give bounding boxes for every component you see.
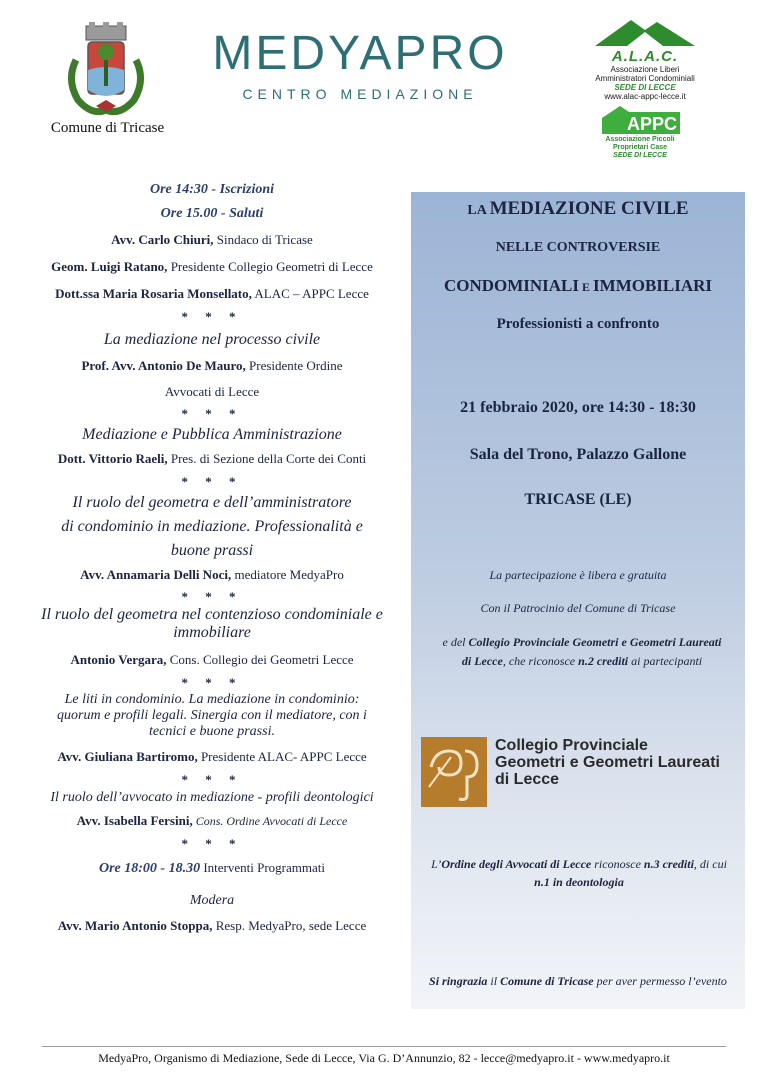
collegio-logo-line-2: Geometri e Geometri Laureati bbox=[495, 754, 720, 771]
event-info-panel bbox=[411, 192, 745, 1009]
comune-label: Comune di Tricase bbox=[50, 120, 165, 136]
speaker-name: Avv. Carlo Chiuri, bbox=[111, 232, 214, 247]
speaker-name: Dott.ssa Maria Rosaria Monsellato, bbox=[55, 286, 252, 301]
event-subtitle-2a: CONDOMINIALI bbox=[443, 276, 580, 295]
ordine-credits bbox=[429, 855, 729, 891]
event-subtitle-1: NELLE CONTROVERSIE bbox=[495, 240, 661, 255]
separator: * * * bbox=[181, 589, 243, 604]
speaker-role: Pres. di Sezione della Corte dei Conti bbox=[167, 451, 367, 466]
ordine-mid: riconosce bbox=[591, 857, 644, 871]
event-date: 21 febbraio 2020, ore 14:30 - 18:30 bbox=[460, 399, 696, 416]
speaker-name: Avv. Annamaria Delli Noci, bbox=[80, 567, 232, 582]
appc-name: APPC bbox=[626, 114, 678, 134]
speaker-name: Avv. Giuliana Bartiromo, bbox=[57, 749, 198, 764]
interventi-label: Interventi Programmati bbox=[200, 860, 326, 875]
event-subtitle-2b: IMMOBILIARI bbox=[593, 276, 713, 295]
topic-title: Il ruolo del geometra nel contenzioso condominiale e bbox=[41, 606, 383, 623]
ordine-mid2: , di cui bbox=[693, 857, 727, 871]
alac-logo bbox=[575, 18, 715, 101]
appc-line-3: SEDE DI LECCE bbox=[613, 152, 667, 159]
collegio-credits bbox=[437, 633, 727, 671]
ringrazia-end: per aver permesso l’evento bbox=[593, 974, 727, 988]
speaker-role: Presidente Ordine bbox=[245, 358, 343, 373]
participation-note: La partecipazione è libera e gratuita bbox=[489, 568, 667, 582]
moderator-role: Resp. MedyaPro, sede Lecce bbox=[212, 918, 367, 933]
ringrazia-mid: il bbox=[487, 974, 501, 988]
event-title bbox=[411, 198, 745, 220]
topic-title: La mediazione nel processo civile bbox=[103, 331, 321, 348]
patrocinio-note: Con il Patrocinio del Comune di Tricase bbox=[480, 601, 676, 615]
collegio-logo-line-1: Collegio Provinciale bbox=[495, 737, 648, 754]
collegio-crediti: n.2 crediti bbox=[578, 654, 629, 668]
comune-crest-icon bbox=[64, 20, 148, 116]
topic-title: quorum e profili legali. Sinergia con il mediatore, con i bbox=[57, 708, 367, 723]
professionisti-line: Professionisti a confronto bbox=[496, 316, 660, 332]
event-city: TRICASE (LE) bbox=[524, 491, 632, 508]
footer-text: MedyaPro, Organismo di Mediazione, Sede di Lecce, Via G. D’Annunzio, 82 - lecce@medyapro.it - www.medyapro.it bbox=[98, 1051, 670, 1065]
collegio-logo-line-3: di Lecce bbox=[495, 771, 560, 788]
modera-label: Modera bbox=[189, 893, 235, 908]
topic-title: immobiliare bbox=[173, 624, 251, 641]
speaker-name: Antonio Vergara, bbox=[70, 652, 167, 667]
topic-title: di condominio in mediazione. Professionalità e bbox=[61, 518, 363, 535]
topic-title: Il ruolo del geometra e dell’amministratore bbox=[72, 494, 352, 511]
interventi-time: Ore 18:00 - 18.30 bbox=[98, 861, 201, 876]
speaker-role: Sindaco di Tricase bbox=[213, 232, 313, 247]
separator: * * * bbox=[181, 406, 243, 421]
collegio-mark-icon bbox=[421, 737, 487, 807]
speaker-name: Dott. Vittorio Raeli, bbox=[57, 451, 168, 466]
collegio-geometri-logo bbox=[421, 737, 737, 807]
separator: * * * bbox=[181, 474, 243, 489]
medyapro-subtitle: CENTRO MEDIAZIONE bbox=[242, 86, 478, 102]
topic-title: Il ruolo dell’avvocato in mediazione - profili deontologici bbox=[50, 790, 374, 805]
ordine-n3: n.3 crediti bbox=[643, 857, 694, 871]
speaker-role: Cons. Ordine Avvocati di Lecce bbox=[192, 814, 348, 828]
alac-line-1: Associazione Liberi bbox=[610, 65, 680, 74]
speaker-name: Avv. Isabella Fersini, bbox=[76, 813, 193, 828]
topic-title: Mediazione e Pubblica Amministrazione bbox=[82, 426, 342, 443]
ordine-n1: n.1 in deontologia bbox=[534, 875, 624, 889]
topic-title: tecnici e buone prassi. bbox=[149, 724, 275, 739]
speaker-name: Prof. Avv. Antonio De Mauro, bbox=[81, 358, 246, 373]
footer-divider bbox=[42, 1046, 726, 1047]
ordine-bold: Ordine degli Avvocati di Lecce bbox=[441, 857, 592, 871]
speaker-role: Cons. Collegio dei Geometri Lecce bbox=[166, 652, 354, 667]
collegio-logo-text bbox=[495, 737, 720, 788]
speaker-role: ALAC – APPC Lecce bbox=[251, 286, 369, 301]
separator: * * * bbox=[181, 675, 243, 690]
ringraziamenti bbox=[419, 972, 737, 990]
separator: * * * bbox=[181, 309, 243, 324]
speaker-role: mediatore MedyaPro bbox=[231, 567, 344, 582]
appc-logo bbox=[592, 104, 688, 160]
speaker-role: Presidente ALAC- APPC Lecce bbox=[197, 749, 367, 764]
separator: * * * bbox=[181, 836, 243, 851]
collegio-pre: e del bbox=[442, 635, 469, 649]
appc-line-2: Proprietari Case bbox=[612, 144, 668, 151]
medyapro-title: MEDYAPRO bbox=[212, 27, 508, 80]
collegio-mid: , che riconosce bbox=[502, 654, 579, 668]
appc-line-1: Associazione Piccoli bbox=[605, 136, 675, 143]
ordine-pre: L’ bbox=[431, 857, 442, 871]
collegio-bold: Collegio Provinciale Geometri e Geometri Laureati di Lecce bbox=[461, 635, 722, 668]
topic-title: Le liti in condominio. La mediazione in condominio: bbox=[64, 692, 360, 707]
event-title-la: LA bbox=[467, 203, 490, 218]
alac-line-4: www.alac-appc-lecce.it bbox=[604, 92, 686, 101]
saluti-line: Ore 15.00 - Saluti bbox=[160, 206, 264, 221]
alac-line-3: SEDE DI LECCE bbox=[614, 83, 676, 92]
medyapro-logo bbox=[200, 26, 520, 102]
alac-mountain-icon bbox=[593, 18, 697, 48]
moderator-name: Avv. Mario Antonio Stoppa, bbox=[57, 918, 213, 933]
separator: * * * bbox=[181, 772, 243, 787]
event-venue: Sala del Trono, Palazzo Gallone bbox=[469, 446, 687, 463]
speaker-role: Avvocati di Lecce bbox=[164, 384, 260, 399]
ringrazia-bold1: Si ringrazia bbox=[429, 974, 488, 988]
event-title-main: MEDIAZIONE CIVILE bbox=[489, 198, 689, 219]
topic-title: buone prassi bbox=[170, 542, 254, 559]
alac-name: A.L.A.C. bbox=[611, 48, 679, 65]
alac-line-2: Amministratori Condominiali bbox=[595, 74, 695, 83]
speaker-name: Geom. Luigi Ratano, bbox=[51, 259, 168, 274]
speaker-role: Presidente Collegio Geometri di Lecce bbox=[167, 259, 373, 274]
event-subtitle-2e: E bbox=[579, 280, 594, 294]
event-subtitle-2 bbox=[411, 276, 745, 296]
appc-house-icon bbox=[598, 104, 682, 136]
ringrazia-bold2: Comune di Tricase bbox=[500, 974, 594, 988]
iscrizioni-line: Ore 14:30 - Iscrizioni bbox=[149, 182, 275, 197]
program-column bbox=[22, 180, 402, 935]
collegio-end: ai partecipanti bbox=[628, 654, 703, 668]
